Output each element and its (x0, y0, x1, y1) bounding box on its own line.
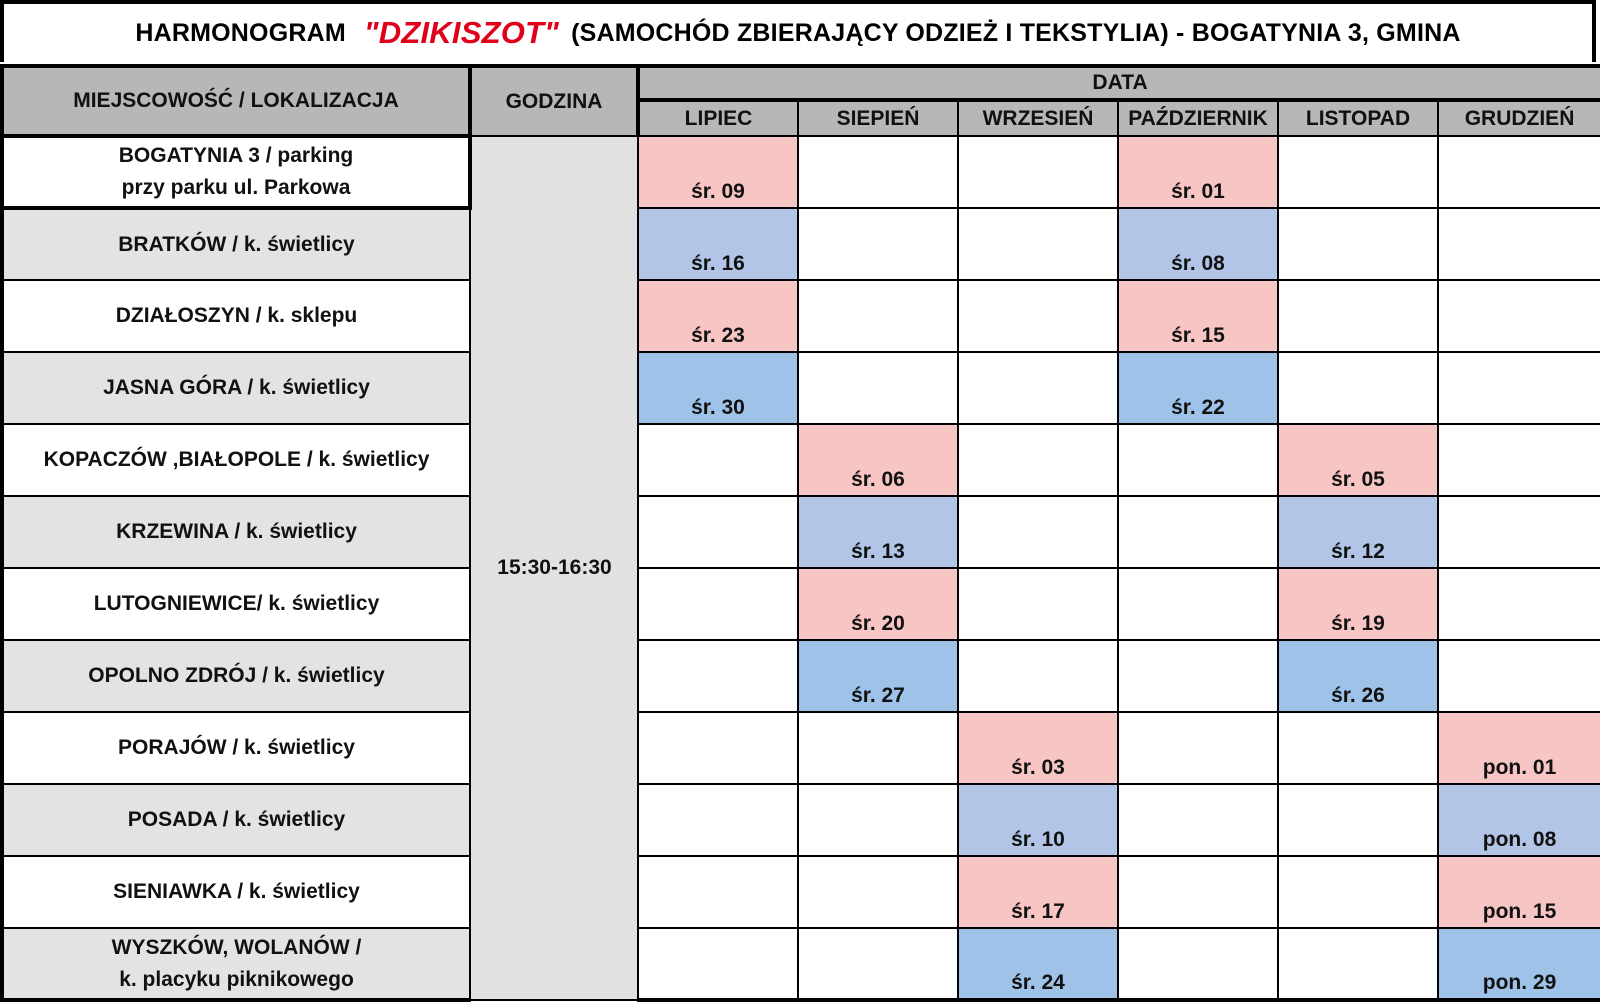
empty-date-cell (1118, 784, 1278, 856)
empty-date-cell (958, 280, 1118, 352)
location-line: DZIAŁOSZYN / k. sklepu (115, 304, 358, 327)
empty-date-cell (1438, 136, 1600, 208)
date-cell: śr. 12 (1278, 496, 1438, 568)
empty-date-cell (638, 856, 798, 928)
location-line: BOGATYNIA 3 / parking (118, 144, 354, 167)
empty-date-cell (1278, 352, 1438, 424)
empty-date-cell (638, 784, 798, 856)
empty-date-cell (798, 928, 958, 1000)
date-cell: śr. 05 (1278, 424, 1438, 496)
empty-date-cell (798, 712, 958, 784)
empty-date-cell (798, 352, 958, 424)
location-cell (2, 424, 470, 496)
table-row (2, 136, 1600, 208)
header-row-top (2, 66, 1600, 100)
location-line: BRATKÓW / k. świetlicy (118, 232, 355, 256)
empty-date-cell (798, 208, 958, 280)
date-cell: śr. 19 (1278, 568, 1438, 640)
hour-header: GODZINA (470, 66, 638, 136)
date-cell: śr. 23 (638, 280, 798, 352)
location-cell (2, 208, 470, 280)
location-header: MIEJSCOWOŚĆ / LOKALIZACJA (2, 66, 470, 136)
empty-date-cell (638, 640, 798, 712)
empty-date-cell (638, 496, 798, 568)
location-line: KOPACZÓW ,BIAŁOPOLE / k. świetlicy (43, 448, 430, 471)
empty-date-cell (958, 640, 1118, 712)
date-cell: śr. 22 (1118, 352, 1278, 424)
date-cell: śr. 09 (638, 136, 798, 208)
empty-date-cell (1118, 568, 1278, 640)
empty-date-cell (1438, 640, 1600, 712)
table-row (2, 496, 1600, 568)
empty-date-cell (1438, 424, 1600, 496)
date-cell: śr. 06 (798, 424, 958, 496)
month-header: SIEPIEŃ (798, 100, 958, 136)
location-cell (2, 352, 470, 424)
empty-date-cell (1278, 136, 1438, 208)
location-cell (2, 784, 470, 856)
table-row (2, 856, 1600, 928)
location-line: OPOLNO ZDRÓJ / k. świetlicy (88, 664, 385, 687)
empty-date-cell (1438, 568, 1600, 640)
month-header: LIPIEC (638, 100, 798, 136)
table-row (2, 568, 1600, 640)
empty-date-cell (1278, 856, 1438, 928)
location-cell (2, 928, 470, 1000)
empty-date-cell (1278, 928, 1438, 1000)
month-header: LISTOPAD (1278, 100, 1438, 136)
empty-date-cell (1438, 208, 1600, 280)
empty-date-cell (1278, 712, 1438, 784)
date-cell: śr. 10 (958, 784, 1118, 856)
empty-date-cell (1278, 208, 1438, 280)
empty-date-cell (638, 928, 798, 1000)
date-cell: śr. 17 (958, 856, 1118, 928)
table-row (2, 784, 1600, 856)
location-cell (2, 712, 470, 784)
date-cell: śr. 27 (798, 640, 958, 712)
empty-date-cell (638, 712, 798, 784)
location-line: JASNA GÓRA / k. świetlicy (103, 376, 370, 399)
empty-date-cell (958, 568, 1118, 640)
date-cell: pon. 08 (1438, 784, 1600, 856)
date-cell: śr. 03 (958, 712, 1118, 784)
empty-date-cell (1438, 496, 1600, 568)
date-cell: śr. 08 (1118, 208, 1278, 280)
date-cell: śr. 20 (798, 568, 958, 640)
empty-date-cell (1118, 928, 1278, 1000)
date-cell: śr. 30 (638, 352, 798, 424)
date-cell: pon. 01 (1438, 712, 1600, 784)
empty-date-cell (638, 424, 798, 496)
schedule-body (2, 136, 1600, 1000)
location-cell (2, 856, 470, 928)
title-prefix: HARMONOGRAM (135, 18, 346, 47)
empty-date-cell (958, 496, 1118, 568)
schedule-table (0, 64, 1600, 1002)
table-row (2, 352, 1600, 424)
month-header: PAŹDZIERNIK (1118, 100, 1278, 136)
empty-date-cell (958, 208, 1118, 280)
location-cell (2, 136, 470, 208)
date-cell: pon. 15 (1438, 856, 1600, 928)
table-row (2, 280, 1600, 352)
table-row (2, 208, 1600, 280)
month-header: WRZESIEŃ (958, 100, 1118, 136)
location-line: SIENIAWKA / k. świetlicy (113, 880, 360, 903)
date-cell: śr. 15 (1118, 280, 1278, 352)
location-cell (2, 568, 470, 640)
date-cell: śr. 01 (1118, 136, 1278, 208)
empty-date-cell (1278, 280, 1438, 352)
title-highlight: "DZIKISZOT" (363, 15, 560, 50)
table-row (2, 928, 1600, 1000)
empty-date-cell (1118, 424, 1278, 496)
month-header: GRUDZIEŃ (1438, 100, 1600, 136)
location-line: POSADA / k. świetlicy (127, 808, 346, 831)
empty-date-cell (958, 352, 1118, 424)
location-line: k. placyku piknikowego (119, 967, 354, 991)
empty-date-cell (638, 568, 798, 640)
date-cell: śr. 24 (958, 928, 1118, 1000)
date-cell: śr. 26 (1278, 640, 1438, 712)
title-suffix: (SAMOCHÓD ZBIERAJĄCY ODZIEŻ I TEKSTYLIA) - BOGATYNIA 3, GMINA (571, 18, 1461, 47)
table-row (2, 424, 1600, 496)
location-cell (2, 640, 470, 712)
date-cell: śr. 16 (638, 208, 798, 280)
location-line: WYSZKÓW, WOLANÓW / (111, 935, 362, 959)
empty-date-cell (1118, 856, 1278, 928)
empty-date-cell (1118, 640, 1278, 712)
empty-date-cell (1278, 784, 1438, 856)
location-cell (2, 496, 470, 568)
date-cell: pon. 29 (1438, 928, 1600, 1000)
empty-date-cell (798, 784, 958, 856)
empty-date-cell (958, 136, 1118, 208)
empty-date-cell (798, 280, 958, 352)
hour-cell: 15:30-16:30 (470, 136, 638, 1000)
empty-date-cell (798, 136, 958, 208)
empty-date-cell (1118, 496, 1278, 568)
empty-date-cell (798, 856, 958, 928)
empty-date-cell (1438, 280, 1600, 352)
page-title (0, 0, 1596, 62)
date-cell: śr. 13 (798, 496, 958, 568)
location-line: KRZEWINA / k. świetlicy (116, 520, 357, 543)
location-line: przy parku ul. Parkowa (121, 176, 351, 199)
location-line: PORAJÓW / k. świetlicy (118, 736, 355, 759)
date-header: DATA (638, 66, 1600, 100)
empty-date-cell (1118, 712, 1278, 784)
empty-date-cell (958, 424, 1118, 496)
table-row (2, 640, 1600, 712)
table-row (2, 712, 1600, 784)
empty-date-cell (1438, 352, 1600, 424)
location-line: LUTOGNIEWICE/ k. świetlicy (93, 592, 380, 615)
location-cell (2, 280, 470, 352)
